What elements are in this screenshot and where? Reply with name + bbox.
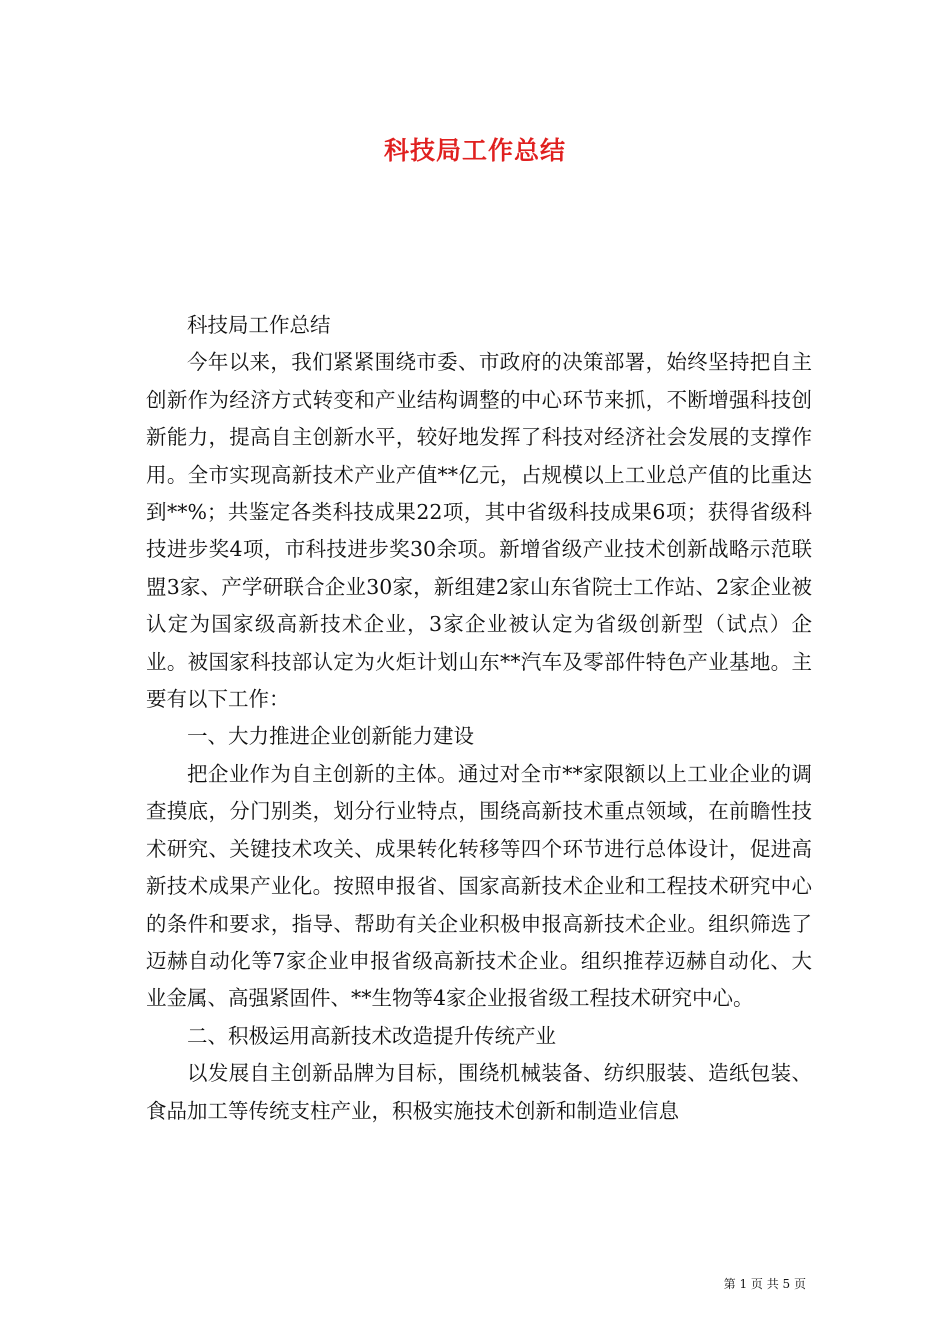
- document-body: [146, 307, 812, 1130]
- page-title: 科技局工作总结: [383, 136, 566, 165]
- section-heading-2: 二、积极运用高新技术改造提升传统产业: [187, 1023, 556, 1048]
- page-number-footer: 第 1 页 共 5 页: [723, 1277, 806, 1291]
- body-heading: 科技局工作总结: [187, 313, 331, 337]
- intro-paragraph: 今年以来，我们紧紧围绕市委、市政府的决策部署，始终坚持把自主创新作为经济方式转变和产业结构调整的中心环节来抓，不断增强科技创新能力，提高自主创新水平，较好地发挥了科技对经济社会发展的支撑作用。全市实现高新技术产业产值**亿元，占规模以上工业总产值的比重达到**%；共鉴定各类科技成果22项，其中省级科技成果6项；获得省级科技进步奖4项，市科技进步奖30余项。新增省级产业技术创新战略示范联盟3家、产学研联合企业30家，新组建2家山东省院士工作站、2家企业被认定为国家级高新技术企业，3家企业被认定为省级创新型（试点）企业。被国家科技部认定为火炬计划山东**汽车及零部件特色产业基地。主要有以下工作：: [146, 350, 812, 712]
- section-2-paragraph: 以发展自主创新品牌为目标，围绕机械装备、纺织服装、造纸包装、食品加工等传统支柱产业，积极实施技术创新和制造业信息: [146, 1061, 812, 1123]
- section-heading-1: 一、大力推进企业创新能力建设: [187, 724, 474, 749]
- section-1-paragraph: 把企业作为自主创新的主体。通过对全市**家限额以上工业企业的调查摸底，分门别类，划分行业特点，围绕高新技术重点领域，在前瞻性技术研究、关键技术攻关、成果转化转移等四个环节进行总体设计，促进高新技术成果产业化。按照申报省、国家高新技术企业和工程技术研究中心的条件和要求，指导、帮助有关企业积极申报高新技术企业。组织筛选了迈赫自动化等7家企业申报省级高新技术企业。组织推荐迈赫自动化、大业金属、高强紧固件、**生物等4家企业报省级工程技术研究中心。: [146, 761, 812, 1011]
